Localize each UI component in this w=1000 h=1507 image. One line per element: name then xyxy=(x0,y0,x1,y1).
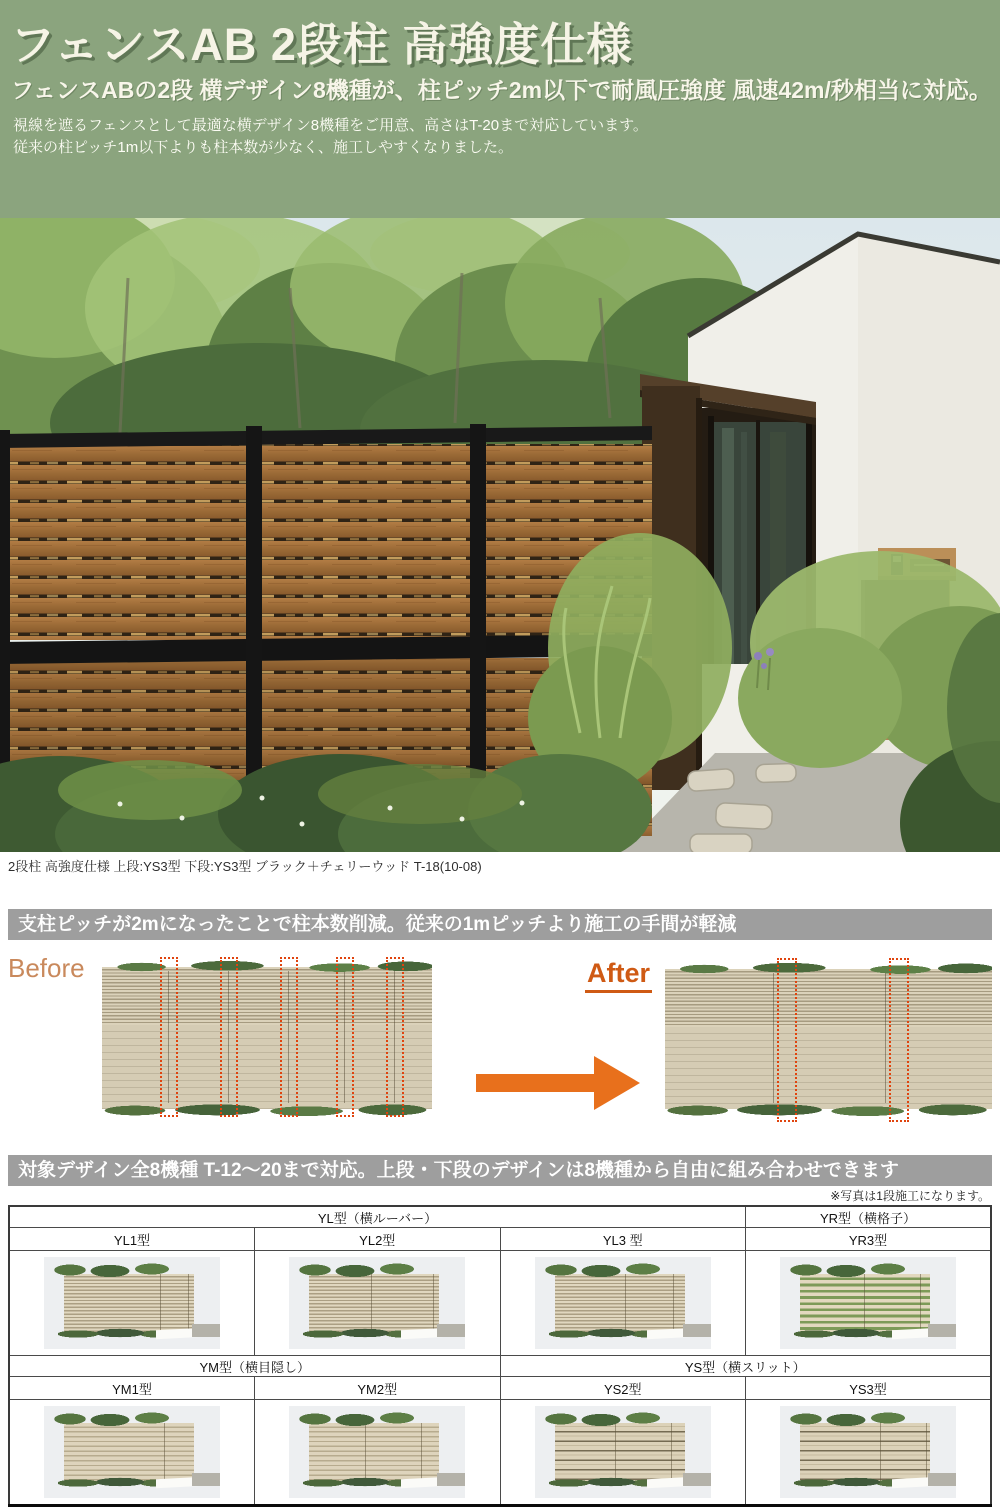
arrow-icon-head xyxy=(594,1056,640,1110)
post-highlight xyxy=(777,958,797,1122)
after-label: After xyxy=(585,958,652,993)
design-table xyxy=(8,1205,992,1507)
table-row xyxy=(9,1356,991,1377)
photo-caption: 2段柱 高強度仕様 上段:YS3型 下段:YS3型 ブラック＋チェリーウッド T-18(10-08) xyxy=(8,859,482,874)
before-fence-upper xyxy=(102,967,432,1025)
group-header-ys: YS型（横スリット） xyxy=(500,1356,991,1377)
model-header-ys2: YS2型 xyxy=(500,1377,746,1400)
table-row xyxy=(9,1377,991,1400)
model-header-yl3: YL3 型 xyxy=(500,1228,746,1251)
model-header-ys3: YS3型 xyxy=(746,1377,992,1400)
group-header-yl: YL型（横ルーバー） xyxy=(9,1206,746,1228)
before-fence xyxy=(102,967,432,1109)
model-image-ys2 xyxy=(500,1400,746,1507)
model-image-ys3 xyxy=(746,1400,992,1507)
after-greenery-bottom xyxy=(665,1104,992,1117)
table-row xyxy=(9,1206,991,1228)
pitch-section-heading: 支柱ピッチが2mになったことで柱本数削減。従来の1mピッチより施工の手間が軽減 xyxy=(8,909,992,940)
after-fence-lower xyxy=(665,1027,992,1109)
table-row xyxy=(9,1251,991,1356)
description-line-2: 従来の柱ピッチ1m以下よりも柱本数が少なく、施工しやすくなりました。 xyxy=(13,139,513,156)
after-fence-image xyxy=(665,965,992,1115)
model-image-ym1 xyxy=(9,1400,255,1507)
hero-header xyxy=(0,0,1000,218)
after-fence-upper xyxy=(665,969,992,1027)
model-image-yl3 xyxy=(500,1251,746,1356)
model-image-yr3 xyxy=(746,1251,992,1356)
description-line-1: 視線を遮るフェンスとして最適な横デザイン8機種をご用意、高さはT-20まで対応しています。 xyxy=(13,117,648,134)
model-header-ym2: YM2型 xyxy=(255,1377,501,1400)
before-greenery-top xyxy=(102,961,432,973)
post-highlight xyxy=(220,957,238,1117)
model-header-yl2: YL2型 xyxy=(255,1228,501,1251)
model-image-ym2 xyxy=(255,1400,501,1507)
model-header-ym1: YM1型 xyxy=(9,1377,255,1400)
post-highlight xyxy=(336,957,354,1117)
before-greenery-bottom xyxy=(102,1104,432,1117)
table-row xyxy=(9,1400,991,1507)
after-fence xyxy=(665,969,992,1109)
page-title: フェンスAB 2段柱 高強度仕様 xyxy=(10,19,633,70)
model-image-yl2 xyxy=(255,1251,501,1356)
page-description xyxy=(13,115,648,159)
group-header-yr: YR型（横格子） xyxy=(746,1206,992,1228)
page-subtitle: フェンスABの2段 横デザイン8機種が、柱ピッチ2m以下で耐風圧強度 風速42m/秒相当に対応。 xyxy=(11,77,992,103)
post-highlight xyxy=(386,957,404,1117)
post-highlight xyxy=(280,957,298,1117)
photo-scene xyxy=(0,218,1000,852)
before-label: Before xyxy=(8,953,85,983)
before-fence-image xyxy=(102,963,432,1115)
model-header-yl1: YL1型 xyxy=(9,1228,255,1251)
model-image-yl1 xyxy=(9,1251,255,1356)
arrow-icon xyxy=(476,1074,594,1092)
product-photo xyxy=(0,218,1000,852)
model-header-yr3: YR3型 xyxy=(746,1228,992,1251)
design-section-heading: 対象デザイン全8機種 T-12～20まで対応。上段・下段のデザインは8機種から自由に組み合わせできます xyxy=(8,1155,992,1186)
after-greenery-top xyxy=(665,963,992,975)
post-highlight xyxy=(160,957,178,1117)
table-row xyxy=(9,1228,991,1251)
before-fence-lower xyxy=(102,1025,432,1109)
photo-note: ※写真は1段施工になります。 xyxy=(830,1189,990,1203)
group-header-ym: YM型（横目隠し） xyxy=(9,1356,500,1377)
post-highlight xyxy=(889,958,909,1122)
